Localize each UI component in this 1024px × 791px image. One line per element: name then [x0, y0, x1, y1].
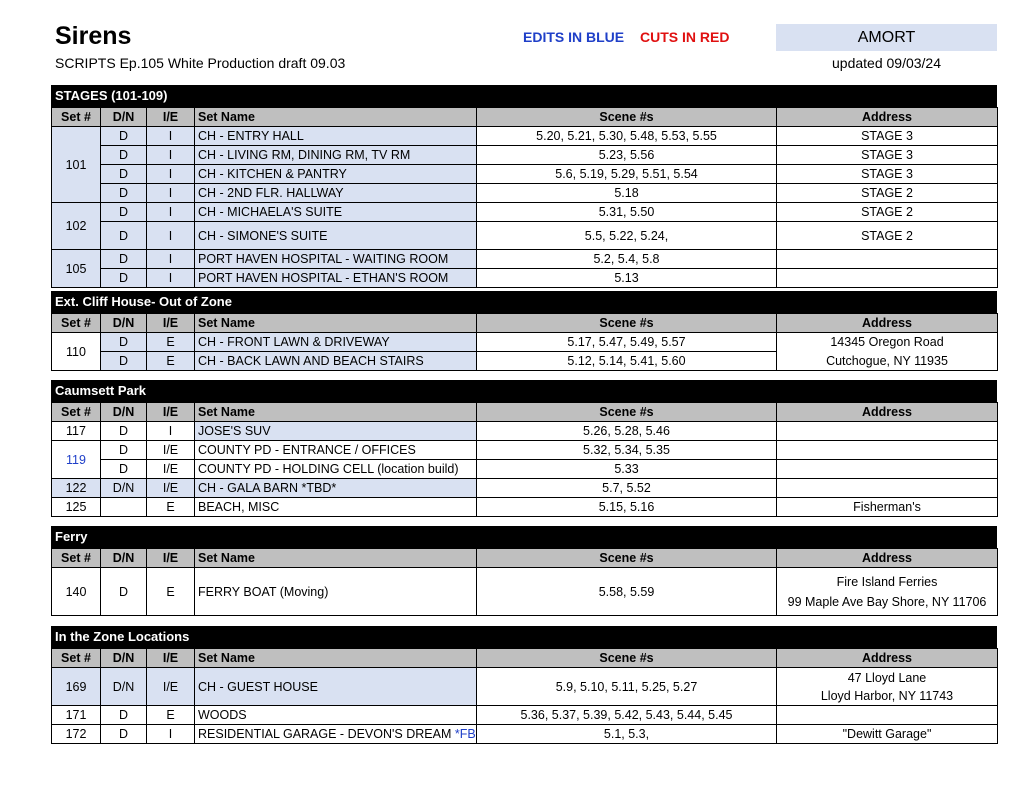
table-row	[52, 184, 998, 203]
col-setname: Set Name	[195, 108, 477, 127]
col-ie: I/E	[147, 108, 195, 127]
dn-cell: D	[101, 333, 147, 352]
address-cell	[777, 668, 998, 706]
address-line-2: 99 Maple Ave Bay Shore, NY 11706	[787, 594, 987, 609]
dn-cell: D	[101, 352, 147, 371]
scenes-cell: 5.7, 5.52	[477, 479, 777, 498]
dn-cell: D	[101, 127, 147, 146]
set-number: 110	[52, 333, 101, 371]
col-setname: Set Name	[195, 649, 477, 668]
table-row	[52, 352, 998, 371]
col-setname: Set Name	[195, 314, 477, 333]
address-cell	[777, 479, 998, 498]
scenes-cell: 5.15, 5.16	[477, 498, 777, 517]
col-address: Address	[777, 403, 998, 422]
set-number: 101	[52, 127, 101, 203]
col-setname: Set Name	[195, 549, 477, 568]
amort-box: AMORT	[776, 24, 997, 51]
ie-cell: I	[147, 184, 195, 203]
section-title: Ferry	[51, 526, 997, 548]
ie-cell: E	[147, 333, 195, 352]
col-set: Set #	[52, 549, 101, 568]
setname-cell: CH - FRONT LAWN & DRIVEWAY	[195, 333, 477, 352]
dn-cell: D/N	[101, 479, 147, 498]
dn-cell	[101, 498, 147, 517]
table-row	[52, 668, 998, 706]
ie-cell: I	[147, 725, 195, 744]
col-set: Set #	[52, 649, 101, 668]
address-cell: STAGE 3	[777, 127, 998, 146]
col-dn: D/N	[101, 314, 147, 333]
address-cell	[777, 250, 998, 269]
setname-cell: PORT HAVEN HOSPITAL - ETHAN'S ROOM	[195, 269, 477, 288]
ferry-table	[51, 548, 998, 616]
ie-cell: I	[147, 422, 195, 441]
col-setname: Set Name	[195, 403, 477, 422]
ie-cell: I/E	[147, 460, 195, 479]
ie-cell: I	[147, 165, 195, 184]
section-title: Ext. Cliff House- Out of Zone	[51, 291, 997, 313]
updated-date: updated 09/03/24	[832, 55, 941, 71]
address-cell: Fisherman's	[777, 498, 998, 517]
ie-cell: E	[147, 352, 195, 371]
table-row	[52, 203, 998, 222]
table-row	[52, 269, 998, 288]
dn-cell: D	[101, 725, 147, 744]
col-ie: I/E	[147, 314, 195, 333]
address-cell	[777, 706, 998, 725]
header-row	[52, 314, 998, 333]
scenes-cell: 5.9, 5.10, 5.11, 5.25, 5.27	[477, 668, 777, 706]
setname-cell: CH - 2ND FLR. HALLWAY	[195, 184, 477, 203]
ie-cell: I	[147, 222, 195, 250]
set-number: 171	[52, 706, 101, 725]
zone-table	[51, 648, 998, 744]
setname-cell: CH - MICHAELA'S SUITE	[195, 203, 477, 222]
dn-cell: D	[101, 146, 147, 165]
col-scenes: Scene #s	[477, 314, 777, 333]
section-title: Caumsett Park	[51, 380, 997, 402]
address-cell: STAGE 3	[777, 165, 998, 184]
ie-cell: E	[147, 498, 195, 517]
scenes-cell: 5.31, 5.50	[477, 203, 777, 222]
dn-cell: D	[101, 203, 147, 222]
ie-cell: I/E	[147, 479, 195, 498]
address-cell: STAGE 2	[777, 203, 998, 222]
col-dn: D/N	[101, 108, 147, 127]
scenes-cell: 5.33	[477, 460, 777, 479]
scenes-cell: 5.2, 5.4, 5.8	[477, 250, 777, 269]
section-stages	[51, 85, 997, 288]
col-set: Set #	[52, 314, 101, 333]
address-cell: Cutchogue, NY 11935	[777, 352, 998, 371]
setname-cell: CH - SIMONE'S SUITE	[195, 222, 477, 250]
col-set: Set #	[52, 108, 101, 127]
setname-cell: COUNTY PD - HOLDING CELL (location build)	[195, 460, 477, 479]
section-caumsett-park	[51, 380, 997, 517]
ie-cell: I/E	[147, 668, 195, 706]
col-ie: I/E	[147, 549, 195, 568]
section-title: In the Zone Locations	[51, 626, 997, 648]
dn-cell: D	[101, 706, 147, 725]
cuts-legend: CUTS IN RED	[640, 29, 730, 45]
scenes-cell: 5.18	[477, 184, 777, 203]
setname-cell: CH - GALA BARN *TBD*	[195, 479, 477, 498]
set-number: 172	[52, 725, 101, 744]
address-cell	[777, 441, 998, 460]
dn-cell: D	[101, 460, 147, 479]
scenes-cell: 5.13	[477, 269, 777, 288]
section-ferry	[51, 526, 997, 616]
dn-cell: D	[101, 184, 147, 203]
dn-cell: D	[101, 269, 147, 288]
setname-text: RESIDENTIAL GARAGE - DEVON'S DREAM	[198, 727, 452, 741]
cliff-table	[51, 313, 998, 371]
stages-table	[51, 107, 998, 288]
col-ie: I/E	[147, 403, 195, 422]
col-dn: D/N	[101, 403, 147, 422]
address-cell	[777, 568, 998, 616]
setname-cell: CH - BACK LAWN AND BEACH STAIRS	[195, 352, 477, 371]
dn-cell: D	[101, 250, 147, 269]
dn-cell: D/N	[101, 668, 147, 706]
col-address: Address	[777, 108, 998, 127]
table-row	[52, 222, 998, 250]
setname-cell: COUNTY PD - ENTRANCE / OFFICES	[195, 441, 477, 460]
document-subtitle: SCRIPTS Ep.105 White Production draft 09.03	[55, 55, 346, 71]
col-scenes: Scene #s	[477, 549, 777, 568]
setname-cell: WOODS	[195, 706, 477, 725]
scenes-cell: 5.20, 5.21, 5.30, 5.48, 5.53, 5.55	[477, 127, 777, 146]
setname-cell: CH - LIVING RM, DINING RM, TV RM	[195, 146, 477, 165]
ie-cell: I	[147, 127, 195, 146]
dn-cell: D	[101, 441, 147, 460]
col-address: Address	[777, 314, 998, 333]
scenes-cell: 5.23, 5.56	[477, 146, 777, 165]
dn-cell: D	[101, 165, 147, 184]
ie-cell: I/E	[147, 441, 195, 460]
table-row	[52, 498, 998, 517]
col-scenes: Scene #s	[477, 108, 777, 127]
address-cell: 14345 Oregon Road	[777, 333, 998, 352]
section-cliff-house	[51, 291, 997, 371]
col-scenes: Scene #s	[477, 649, 777, 668]
table-row	[52, 706, 998, 725]
ie-cell: E	[147, 706, 195, 725]
scenes-cell: 5.36, 5.37, 5.39, 5.42, 5.43, 5.44, 5.45	[477, 706, 777, 725]
setname-cell: JOSE'S SUV	[195, 422, 477, 441]
section-in-the-zone	[51, 626, 997, 744]
set-number: 140	[52, 568, 101, 616]
ie-cell: I	[147, 250, 195, 269]
table-row	[52, 422, 998, 441]
setname-cell: CH - KITCHEN & PANTRY	[195, 165, 477, 184]
ie-cell: I	[147, 203, 195, 222]
table-row	[52, 725, 998, 744]
col-dn: D/N	[101, 549, 147, 568]
col-address: Address	[777, 649, 998, 668]
table-row	[52, 333, 998, 352]
scenes-cell: 5.6, 5.19, 5.29, 5.51, 5.54	[477, 165, 777, 184]
scenes-cell: 5.17, 5.47, 5.49, 5.57	[477, 333, 777, 352]
address-cell: STAGE 2	[777, 222, 998, 250]
setname-cell: PORT HAVEN HOSPITAL - WAITING ROOM	[195, 250, 477, 269]
address-cell: STAGE 3	[777, 146, 998, 165]
scenes-cell: 5.58, 5.59	[477, 568, 777, 616]
table-row	[52, 460, 998, 479]
col-ie: I/E	[147, 649, 195, 668]
scenes-cell: 5.12, 5.14, 5.41, 5.60	[477, 352, 777, 371]
set-number: 122	[52, 479, 101, 498]
fb-note: *FB	[454, 727, 476, 741]
address-cell	[777, 269, 998, 288]
scenes-cell: 5.26, 5.28, 5.46	[477, 422, 777, 441]
document-title: Sirens	[55, 22, 132, 50]
scenes-cell: 5.32, 5.34, 5.35	[477, 441, 777, 460]
col-dn: D/N	[101, 649, 147, 668]
header-row	[52, 403, 998, 422]
table-row	[52, 479, 998, 498]
set-number: 169	[52, 668, 101, 706]
dn-cell: D	[101, 222, 147, 250]
scenes-cell: 5.1, 5.3,	[477, 725, 777, 744]
address-line-2: Lloyd Harbor, NY 11743	[820, 688, 954, 703]
set-number: 125	[52, 498, 101, 517]
setname-cell: CH - GUEST HOUSE	[195, 668, 477, 706]
col-address: Address	[777, 549, 998, 568]
address-cell: "Dewitt Garage"	[777, 725, 998, 744]
table-row	[52, 568, 998, 616]
dn-cell: D	[101, 568, 147, 616]
address-cell: STAGE 2	[777, 184, 998, 203]
address-line-1: 47 Lloyd Lane	[847, 670, 927, 685]
header-row	[52, 549, 998, 568]
set-number: 119	[52, 441, 101, 479]
address-cell	[777, 422, 998, 441]
setname-cell: BEACH, MISC	[195, 498, 477, 517]
set-number: 117	[52, 422, 101, 441]
address-cell	[777, 460, 998, 479]
section-title: STAGES (101-109)	[51, 85, 997, 107]
dn-cell: D	[101, 422, 147, 441]
setname-cell: FERRY BOAT (Moving)	[195, 568, 477, 616]
setname-cell: CH - ENTRY HALL	[195, 127, 477, 146]
table-row	[52, 165, 998, 184]
scenes-cell: 5.5, 5.22, 5.24,	[477, 222, 777, 250]
header-row	[52, 649, 998, 668]
ie-cell: I	[147, 146, 195, 165]
set-number: 105	[52, 250, 101, 288]
table-row	[52, 250, 998, 269]
header-row	[52, 108, 998, 127]
table-row	[52, 441, 998, 460]
col-scenes: Scene #s	[477, 403, 777, 422]
setname-cell	[195, 725, 477, 744]
caumsett-table	[51, 402, 998, 517]
ie-cell: E	[147, 568, 195, 616]
table-row	[52, 146, 998, 165]
ie-cell: I	[147, 269, 195, 288]
edits-legend: EDITS IN BLUE	[523, 29, 625, 45]
table-row	[52, 127, 998, 146]
set-number: 102	[52, 203, 101, 250]
address-line-1: Fire Island Ferries	[836, 574, 938, 589]
col-set: Set #	[52, 403, 101, 422]
